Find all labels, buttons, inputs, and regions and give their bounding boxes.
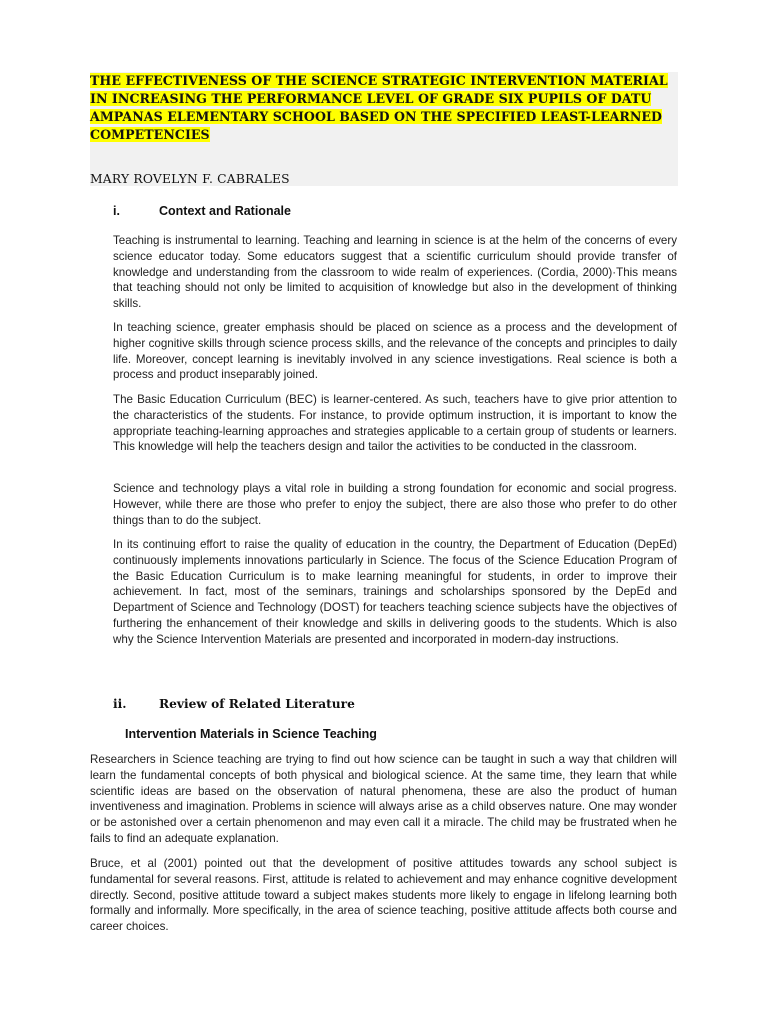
paragraph: Researchers in Science teaching are trying to find out how science can be taught in such a way that children will learn the fundamental concepts of both physical and biological science. At the same time, they learn that while scientific ideas are based on the observation of natural phenomena, these are also the product of human inventiveness and imagination. Problems in science will always arise as a child observes nature. One may wonder or be astonished over a certain phenomenon and may even call it a miracle. The child may be frustrated when he fails to find an adequate explanation. (90, 753, 677, 845)
paragraph: Teaching is instrumental to learning. Teaching and learning in science is at the helm of the concerns of every science educator today. Some educators suggest that a scientific curriculum should provide transfer of knowledge and understanding from the classroom to wide realm of experiences. (Cordia, 2000)·This means that teaching should not only be limited to acquisition of knowledge but also in the development of thinking skills. (113, 234, 677, 311)
section-number: ii. (113, 697, 127, 711)
section-title: Review of Related Literature (159, 697, 355, 711)
subsection-heading: Intervention Materials in Science Teaching (125, 727, 377, 741)
document-title (90, 72, 678, 144)
section-number: i. (113, 204, 120, 218)
section-heading-context (113, 204, 291, 218)
paragraph: The Basic Education Curriculum (BEC) is learner-centered. As such, teachers have to give prior attention to the characteristics of the students. For instance, to provide optimum instruction, it is important to know the appropriate teaching-learning approaches and strategies applicable to a certain group of students or learners. This knowledge will help the teachers design and tailor the activities to be conducted in the classroom. (113, 393, 677, 454)
paragraph: In teaching science, greater emphasis should be placed on science as a process and the development of higher cognitive skills through science process skills, and the relevance of the concepts and principles to daily life. Moreover, concept learning is inevitably involved in any science investigations. Real science is both a process and product inseparably joined. (113, 321, 677, 382)
paragraph: Bruce, et al (2001) pointed out that the development of positive attitudes towards any school subject is fundamental for several reasons. First, attitude is related to achievement and may enhance cognitive development directly. Second, positive attitude toward a subject makes students more likely to engage in lifelong learning both formally and informally. More specifically, in the area of science teaching, positive attitude affects both course and career choices. (90, 857, 677, 934)
title-highlight: THE EFFECTIVENESS OF THE SCIENCE STRATEGIC INTERVENTION MATERIAL IN INCREASING THE PERFORMANCE LEVEL OF GRADE SIX PUPILS OF DATU AMPANAS ELEMENTARY SCHOOL BASED ON THE SPECIFIED LEAST-LEARNED COMPETENCIES (90, 73, 668, 142)
paragraph: In its continuing effort to raise the quality of education in the country, the Department of Education (DepEd) continuously implements innovations particularly in Science. The focus of the Science Education Program of the Basic Education Curriculum is to make learning meaningful for students, in order to improve their achievement. In fact, most of the seminars, trainings and scholarships sponsored by the DepEd and Department of Science and Technology (DOST) for teachers teaching science subjects have the objectives of furthering the enhancement of their knowledge and skills in delivering goods to the students. Which is also why the Science Intervention Materials are presented and incorporated in modern-day instructions. (113, 538, 677, 646)
author-name: MARY ROVELYN F. CABRALES (90, 172, 290, 186)
paragraph: Science and technology plays a vital role in building a strong foundation for economic and social progress. However, while there are those who prefer to enjoy the subject, there are also those who prefer to do other things than to do the subject. (113, 482, 677, 527)
section-title: Context and Rationale (159, 204, 291, 218)
section-heading-review (113, 697, 355, 711)
title-block (90, 72, 678, 186)
